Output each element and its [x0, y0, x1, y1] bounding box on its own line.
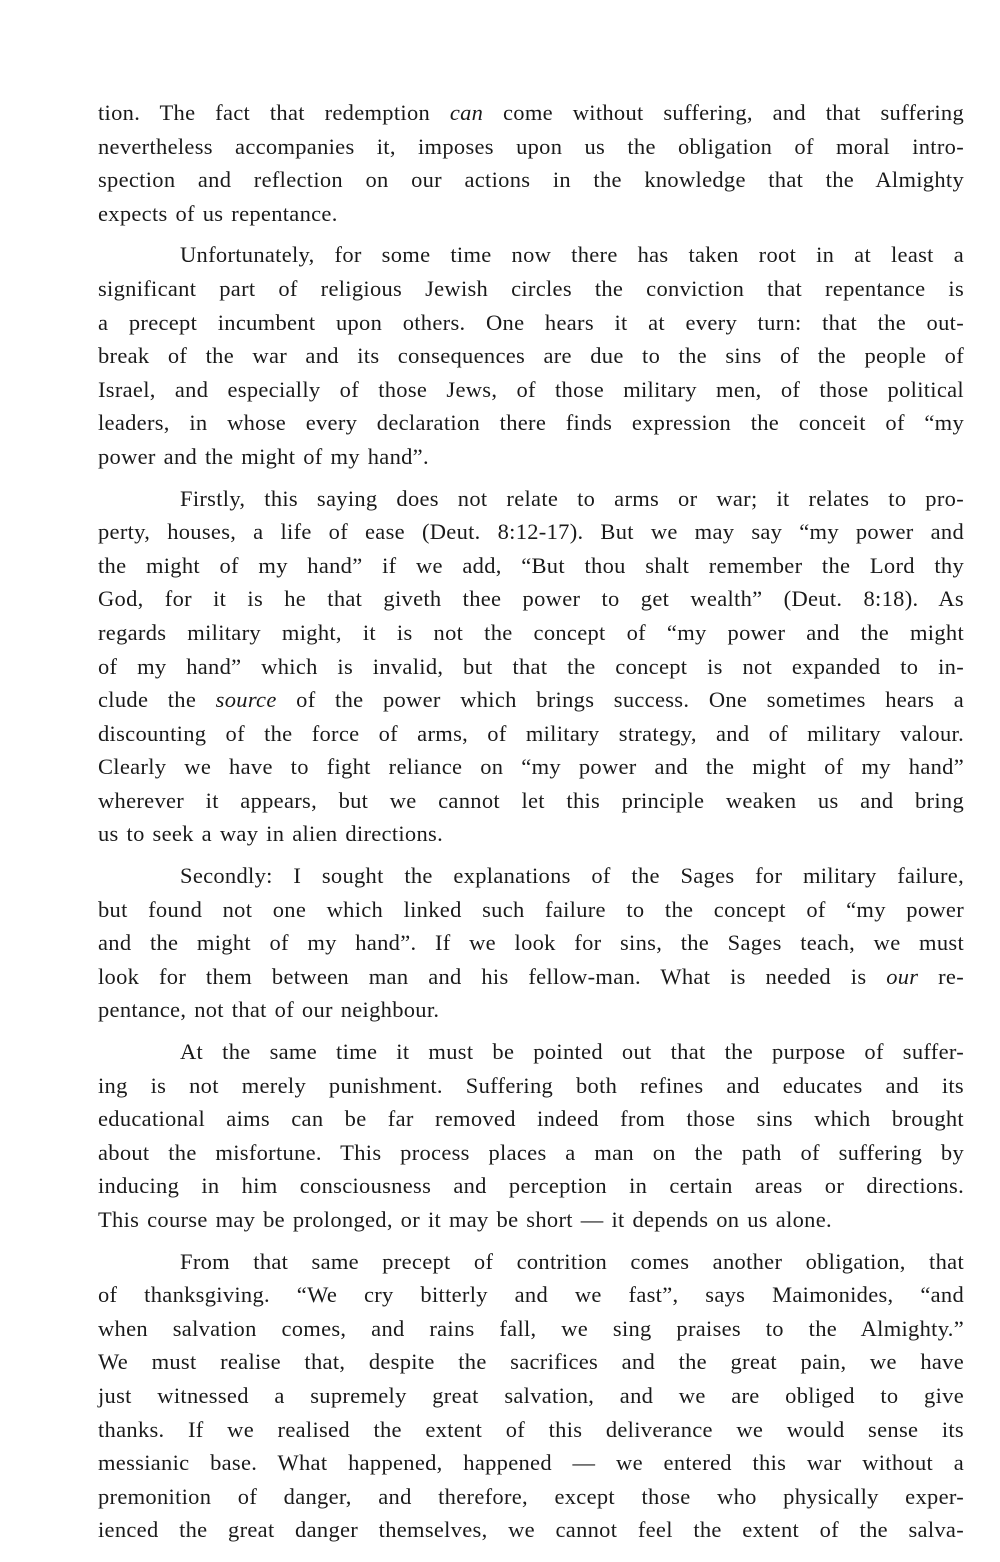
text-line: [98, 683, 964, 717]
text-run: just witnessed a supremely great salvation, and we are obliged to give: [98, 1382, 964, 1408]
text-run: Clearly we have to fight reliance on “my power and the might of my hand”: [98, 754, 964, 780]
text-run: We must realise that, despite the sacrifices and the great pain, we have: [98, 1349, 964, 1375]
text-run: Unfortunately, for some time now there has taken root in at least a: [180, 242, 964, 268]
emphasis: our: [886, 963, 919, 989]
text-line: [98, 163, 964, 197]
paragraph: [98, 1035, 964, 1237]
text-line: [98, 1480, 964, 1514]
paragraph: [98, 1245, 964, 1547]
text-run: thanks. If we realised the extent of this deliverance we would sense its: [98, 1416, 964, 1442]
text-run: inducing in him consciousness and perception in certain areas or directions.: [98, 1173, 964, 1199]
text-run: This course may be prolonged, or it may be short — it depends on us alone.: [98, 1207, 832, 1232]
text-line: [98, 130, 964, 164]
text-line: [98, 750, 964, 784]
text-line: [98, 96, 964, 130]
text-run: when salvation comes, and rains fall, we sing praises to the Almighty.”: [98, 1315, 964, 1341]
text-line: [98, 238, 964, 272]
text-run: Israel, and especially of those Jews, of those military men, of those political: [98, 376, 964, 402]
text-run: clude the: [98, 687, 216, 713]
text-line: [98, 197, 964, 231]
text-line: [98, 373, 964, 407]
text-run: leaders, in whose every declaration there finds expression the conceit of “my: [98, 410, 964, 436]
paragraph: [98, 96, 964, 230]
text-run: premonition of danger, and therefore, except those who physically exper-: [98, 1483, 964, 1509]
document-page: [98, 96, 964, 1555]
text-line: [98, 1446, 964, 1480]
text-line: [98, 1203, 964, 1237]
text-run: Firstly, this saying does not relate to arms or war; it relates to pro-: [180, 485, 964, 511]
text-line: [98, 1102, 964, 1136]
text-line: [98, 1278, 964, 1312]
text-run: break of the war and its consequences are due to the sins of the people of: [98, 343, 964, 369]
text-line: [98, 1069, 964, 1103]
text-line: [98, 717, 964, 751]
text-run: perty, houses, a life of ease (Deut. 8:12-17). But we may say “my power and: [98, 519, 964, 545]
text-run: about the misfortune. This process places a man on the path of suffering by: [98, 1139, 964, 1165]
text-run: pentance, not that of our neighbour.: [98, 997, 440, 1023]
text-line: [98, 1035, 964, 1069]
text-run: of thanksgiving. “We cry bitterly and we fast”, says Maimonides, “and: [98, 1282, 964, 1308]
text-run: but found not one which linked such failure to the concept of “my power: [98, 896, 964, 922]
text-run: God, for it is he that giveth thee power to get wealth” (Deut. 8:18). As: [98, 586, 964, 612]
text-line: [98, 893, 964, 927]
text-run: From that same precept of contrition comes another obligation, that: [180, 1248, 964, 1274]
text-line: [98, 582, 964, 616]
text-run: messianic base. What happened, happened — we entered this war without a: [98, 1450, 964, 1476]
text-run: re-: [918, 963, 965, 989]
text-line: [98, 339, 964, 373]
text-line: [98, 784, 964, 818]
text-line: [98, 515, 964, 549]
text-line: [98, 1136, 964, 1170]
text-run: power and the might of my hand”.: [98, 443, 429, 469]
text-line: [98, 306, 964, 340]
text-run: nevertheless accompanies it, imposes upon us the obligation of moral intro-: [98, 133, 964, 159]
text-line: [98, 406, 964, 440]
text-line: [98, 1379, 964, 1413]
text-run: Secondly: I sought the explanations of the Sages for military failure,: [180, 863, 964, 889]
paragraph: [98, 482, 964, 852]
text-line: [98, 616, 964, 650]
text-run: spection and reflection on our actions in the knowledge that the Almighty: [98, 167, 964, 193]
text-run: ing is not merely punishment. Suffering both refines and educates and its: [98, 1072, 964, 1098]
emphasis: source: [215, 687, 277, 713]
text-run: At the same time it must be pointed out that the purpose of suffer-: [180, 1039, 964, 1065]
text-line: [98, 1345, 964, 1379]
text-line: [98, 859, 964, 893]
text-line: [98, 817, 964, 851]
text-line: [98, 1513, 964, 1547]
text-line: [98, 926, 964, 960]
text-run: look for them between man and his fellow-man. What is needed is: [98, 963, 887, 989]
text-run: discounting of the force of arms, of military strategy, and of military valour.: [98, 720, 964, 746]
text-line: [98, 440, 964, 474]
paragraph: [98, 238, 964, 473]
text-run: and the might of my hand”. If we look for sins, the Sages teach, we must: [98, 930, 964, 956]
text-line: [98, 549, 964, 583]
text-line: [98, 1413, 964, 1447]
paragraph: [98, 859, 964, 1027]
text-line: [98, 993, 964, 1027]
text-run: regards military might, it is not the concept of “my power and the might: [98, 619, 964, 645]
text-line: [98, 1169, 964, 1203]
text-run: the might of my hand” if we add, “But thou shalt remember the Lord thy: [98, 552, 964, 578]
text-line: [98, 272, 964, 306]
text-line: [98, 960, 964, 994]
text-run: a precept incumbent upon others. One hears it at every turn: that the out-: [98, 309, 964, 335]
text-line: [98, 1312, 964, 1346]
text-run: wherever it appears, but we cannot let this principle weaken us and bring: [98, 787, 964, 813]
text-run: of my hand” which is invalid, but that the concept is not expanded to in-: [98, 653, 964, 679]
text-line: [98, 482, 964, 516]
text-line: [98, 1245, 964, 1279]
text-run: of the power which brings success. One sometimes hears a: [276, 687, 964, 713]
emphasis: can: [449, 100, 484, 125]
text-run: expects of us repentance.: [98, 200, 338, 226]
text-run: ienced the great danger themselves, we cannot feel the extent of the salva-: [98, 1517, 964, 1543]
text-run: significant part of religious Jewish circles the conviction that repentance is: [98, 275, 964, 301]
text-run: educational aims can be far removed indeed from those sins which brought: [98, 1106, 964, 1132]
text-run: tion. The fact that redemption: [98, 100, 450, 125]
text-run: come without suffering, and that suffering: [483, 100, 964, 125]
text-run: us to seek a way in alien directions.: [98, 821, 444, 847]
text-line: [98, 650, 964, 684]
